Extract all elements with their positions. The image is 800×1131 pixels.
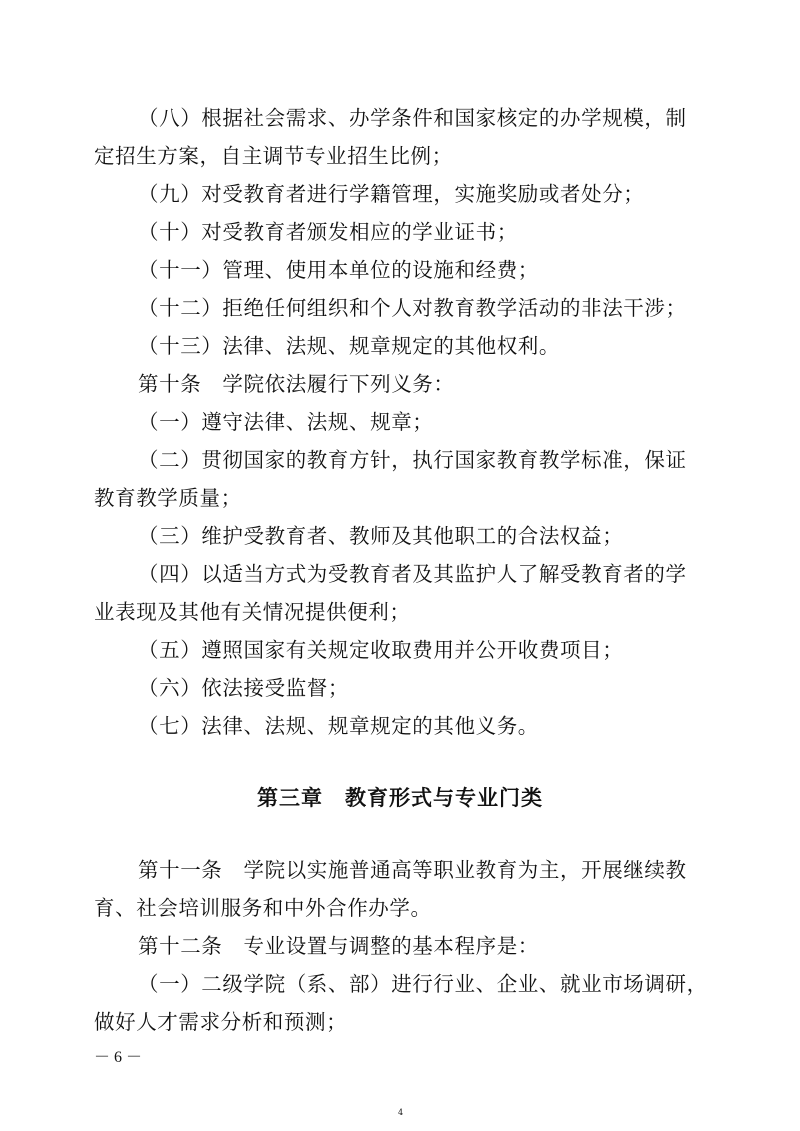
text-line: （五）遵照国家有关规定收取费用并公开收费项目； (138, 638, 624, 662)
page-number: － 6 － (94, 1049, 143, 1066)
text-line: （十二）拒绝任何组织和个人对教育教学活动的非法干涉； (138, 296, 687, 320)
text-line: 育、社会培训服务和中外合作办学。 (94, 896, 432, 920)
text-line: （八）根据社会需求、办学条件和国家核定的办学规模，制 (138, 106, 687, 130)
text-line: （三）维护受教育者、教师及其他职工的合法权益； (138, 524, 624, 548)
text-line: 定招生方案，自主调节专业招生比例； (94, 144, 453, 168)
text-line: （二）贯彻国家的教育方针，执行国家教育教学标准，保证 (138, 448, 687, 472)
chapter-heading: 第三章 教育形式与专业门类 (257, 786, 543, 810)
article-line: 第十一条 学院以实施普通高等职业教育为主，开展继续教 (138, 858, 687, 882)
text-line: 业表现及其他有关情况提供便利； (94, 600, 411, 624)
text-line: （七）法律、法规、规章规定的其他义务。 (138, 714, 539, 738)
text-line: （十一）管理、使用本单位的设施和经费； (138, 258, 539, 282)
text-line: （一）二级学院（系、部）进行行业、企业、就业市场调研， (138, 972, 708, 996)
text-line: 教育教学质量； (94, 486, 242, 510)
text-line: （十）对受教育者颁发相应的学业证书； (138, 220, 518, 244)
text-line: （一）遵守法律、法规、规章； (138, 410, 434, 434)
article-line: 第十条 学院依法履行下列义务： (138, 372, 455, 396)
text-line: （四）以适当方式为受教育者及其监护人了解受教育者的学 (138, 562, 687, 586)
text-line: （十三）法律、法规、规章规定的其他权利。 (138, 334, 560, 358)
text-line: （九）对受教育者进行学籍管理，实施奖励或者处分； (138, 182, 645, 206)
scan-mark: 4 (398, 1108, 404, 1117)
text-line: 做好人才需求分析和预测； (94, 1010, 348, 1034)
text-line: （六）依法接受监督； (138, 676, 349, 700)
article-line: 第十二条 专业设置与调整的基本程序是： (138, 934, 539, 958)
